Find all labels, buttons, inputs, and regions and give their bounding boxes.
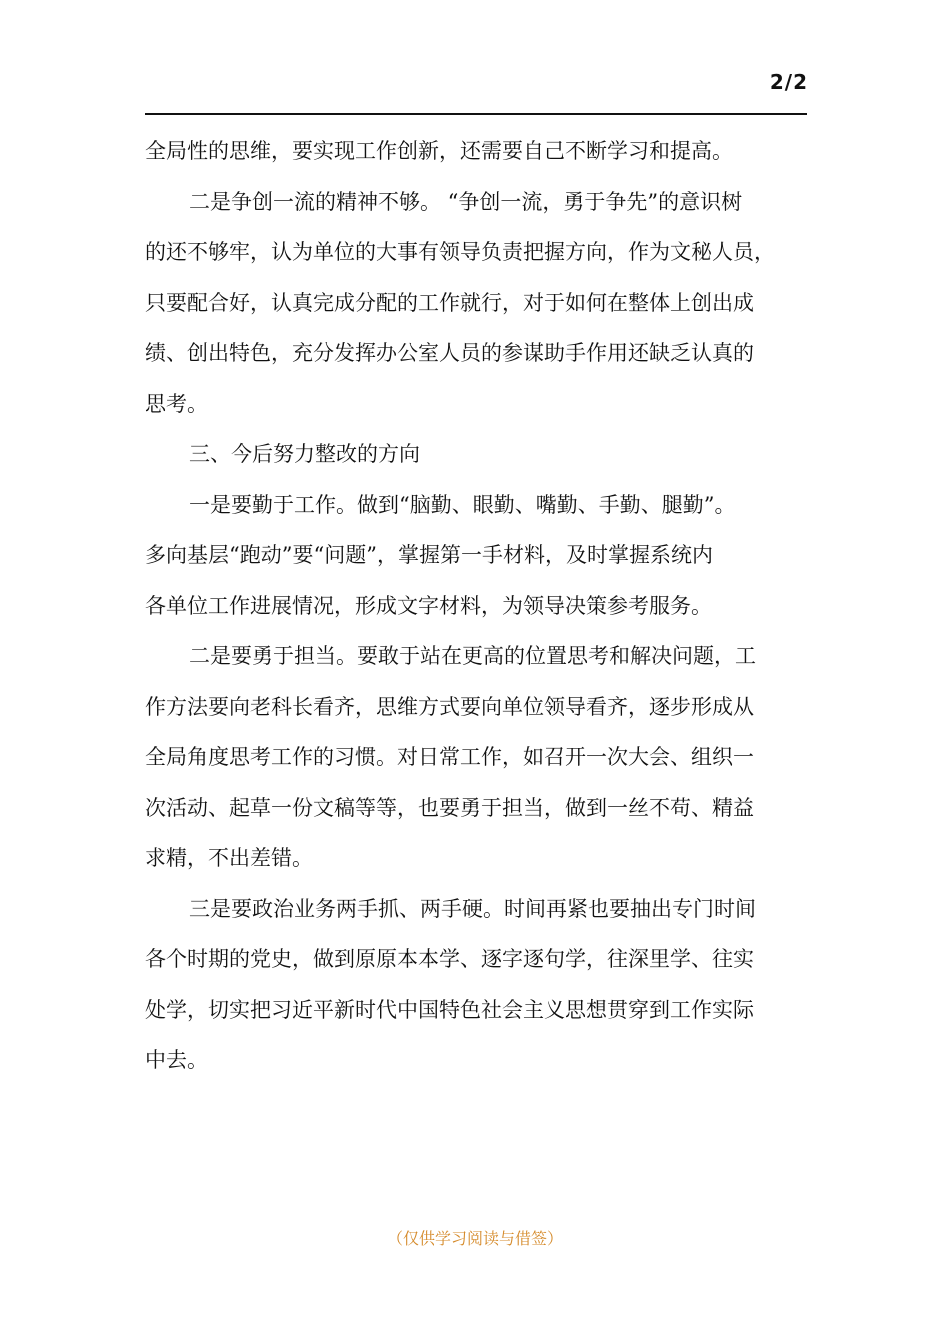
- text-line: 多向基层“跑动”要“问题”，掌握第一手材料，及时掌握系统内: [145, 543, 713, 567]
- document-body: [145, 126, 809, 1086]
- text-line: 各单位工作进展情况，形成文字材料，为领导决策参考服务。: [145, 593, 712, 618]
- text-line: 的还不够牢，认为单位的大事有领导负责把握方向，作为文秘人员，: [145, 240, 775, 264]
- text-line: 思考。: [145, 391, 208, 416]
- text-line: 二是争创一流的精神不够。 “争创一流，勇于争先”的意识树: [189, 189, 743, 214]
- text-line: 三是要政治业务两手抓、两手硬。时间再紧也要抽出专门时间: [189, 896, 756, 921]
- text-line: 绩、创出特色，充分发挥办公室人员的参谋助手作用还缺乏认真的: [145, 341, 754, 365]
- text-line: 只要配合好，认真完成分配的工作就行，对于如何在整体上创出成: [145, 290, 754, 315]
- text-line: 全局性的思维，要实现工作创新，还需要自己不断学习和提高。: [145, 139, 733, 163]
- text-line: 各个时期的党史，做到原原本本学、逐字逐句学，往深里学、往实: [145, 947, 754, 971]
- text-line: 求精，不出差错。: [145, 846, 313, 870]
- text-line: 作方法要向老科长看齐，思维方式要向单位领导看齐，逐步形成从: [145, 694, 754, 719]
- text-line: 次活动、起草一份文稿等等，也要勇于担当，做到一丝不苟、精益: [145, 795, 754, 820]
- text-line: 中去。: [145, 1048, 208, 1072]
- text-line: 一是要勤于工作。做到“脑勤、眼勤、嘴勤、手勤、腿勤”。: [189, 492, 736, 517]
- page-number: 2/2: [769, 70, 808, 94]
- text-line: 处学，切实把习近平新时代中国特色社会主义思想贯穿到工作实际: [145, 997, 754, 1022]
- footer-disclaimer: （仅供学习阅读与借签）: [386, 1229, 563, 1248]
- header-divider: [145, 113, 807, 115]
- text-line: 全局角度思考工作的习惯。对日常工作，如召开一次大会、组织一: [145, 745, 754, 769]
- section-heading: 三、今后努力整改的方向: [189, 442, 420, 466]
- text-line: 二是要勇于担当。要敢于站在更高的位置思考和解决问题，工: [189, 644, 756, 668]
